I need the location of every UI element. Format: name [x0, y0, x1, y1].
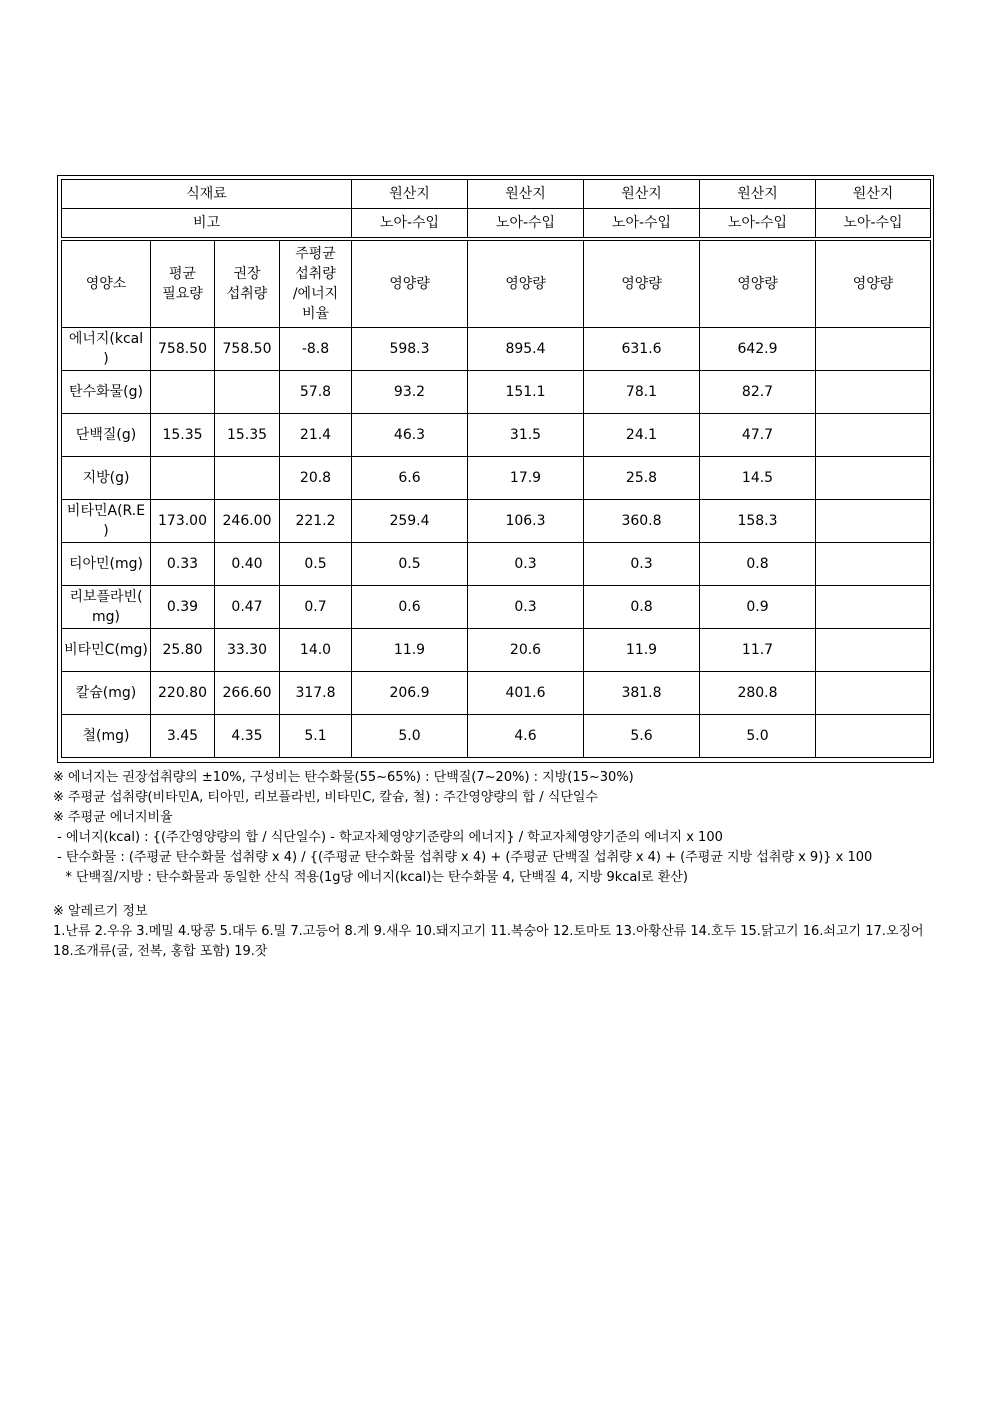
nutrient-value: 17.9: [468, 457, 584, 500]
column-header: 영양소: [62, 241, 151, 328]
nutrient-value: 758.50: [151, 328, 215, 371]
note-line: * 단백질/지방 : 탄수화물과 동일한 산식 적용(1g당 에너지(kcal)는 탄수화물 4, 단백질 4, 지방 9kcal로 환산): [53, 870, 688, 885]
nutrient-value: 895.4: [468, 328, 584, 371]
table-row: [62, 715, 931, 758]
nutrient-name: 비타민A(R.E ): [62, 500, 151, 543]
nutrient-name: 칼슘(mg): [62, 672, 151, 715]
nutrient-value: 0.6: [352, 586, 468, 629]
nutrition-frame: [57, 175, 934, 763]
nutrient-value: 57.8: [280, 371, 352, 414]
nutrient-value: [151, 457, 215, 500]
nutrient-value: 0.40: [215, 543, 280, 586]
nutrient-value: 5.0: [700, 715, 816, 758]
nutrient-name: 리보플라빈( mg): [62, 586, 151, 629]
nutrient-value: 598.3: [352, 328, 468, 371]
nutrient-value: 0.3: [468, 586, 584, 629]
remark-row: [62, 209, 931, 238]
nutrient-name: 단백질(g): [62, 414, 151, 457]
nutrient-value: 4.35: [215, 715, 280, 758]
origin-value: 노아-수입: [816, 209, 931, 238]
ingredient-label: 식재료: [62, 180, 352, 209]
nutrient-value: [816, 586, 931, 629]
nutrient-value: [151, 371, 215, 414]
nutrient-value: [816, 457, 931, 500]
nutrient-value: 6.6: [352, 457, 468, 500]
nutrient-value: 173.00: [151, 500, 215, 543]
note-line: ※ 주평균 에너지비율: [53, 810, 173, 825]
column-header: 영양량: [352, 241, 468, 328]
nutrient-value: 11.7: [700, 629, 816, 672]
nutrient-value: 0.3: [584, 543, 700, 586]
nutrient-value: 0.8: [700, 543, 816, 586]
nutrient-value: 5.0: [352, 715, 468, 758]
origin-label: 원산지: [584, 180, 700, 209]
nutrient-value: 11.9: [352, 629, 468, 672]
nutrition-table: [61, 240, 931, 758]
column-header: 영양량: [468, 241, 584, 328]
origin-value: 노아-수입: [352, 209, 468, 238]
table-row: [62, 371, 931, 414]
nutrient-value: 381.8: [584, 672, 700, 715]
nutrient-name: 비타민C(mg): [62, 629, 151, 672]
nutrient-value: 106.3: [468, 500, 584, 543]
note-line: - 탄수화물 : (주평균 탄수화물 섭취량 x 4) / {(주평균 탄수화물 섭취량 x 4) + (주평균 단백질 섭취량 x 4) + (주평균 지방 섭취량 x 9)} x 100: [53, 850, 873, 865]
nutrient-value: 15.35: [215, 414, 280, 457]
nutrient-value: 0.8: [584, 586, 700, 629]
nutrient-value: 317.8: [280, 672, 352, 715]
column-header: 주평균 섭취량 /에너지 비율: [280, 241, 352, 328]
nutrient-value: 3.45: [151, 715, 215, 758]
nutrient-value: 266.60: [215, 672, 280, 715]
nutrient-value: 0.7: [280, 586, 352, 629]
note-line: ※ 에너지는 권장섭취량의 ±10%, 구성비는 탄수화물(55~65%) : 단백질(7~20%) : 지방(15~30%): [53, 770, 634, 785]
nutrient-name: 지방(g): [62, 457, 151, 500]
origin-label: 원산지: [468, 180, 584, 209]
nutrient-name: 에너지(kcal ): [62, 328, 151, 371]
nutrient-value: 21.4: [280, 414, 352, 457]
nutrient-value: [816, 414, 931, 457]
footnotes: [53, 768, 943, 962]
nutrient-value: 31.5: [468, 414, 584, 457]
nutrient-value: 93.2: [352, 371, 468, 414]
nutrient-value: 0.5: [280, 543, 352, 586]
nutrient-value: 642.9: [700, 328, 816, 371]
nutrient-value: 14.5: [700, 457, 816, 500]
origin-label: 원산지: [816, 180, 931, 209]
nutrient-value: 0.5: [352, 543, 468, 586]
nutrient-value: 220.80: [151, 672, 215, 715]
note-line: ※ 주평균 섭취량(비타민A, 티아민, 리보플라빈, 비타민C, 칼슘, 철) : 주간영양량의 합 / 식단일수: [53, 790, 598, 805]
nutrient-value: 5.6: [584, 715, 700, 758]
table-row: [62, 500, 931, 543]
nutrient-value: 14.0: [280, 629, 352, 672]
table-row: [62, 328, 931, 371]
nutrient-value: [816, 629, 931, 672]
origin-row: [62, 180, 931, 209]
nutrient-value: 280.8: [700, 672, 816, 715]
nutrient-value: [816, 543, 931, 586]
nutrient-value: 25.8: [584, 457, 700, 500]
nutrient-value: -8.8: [280, 328, 352, 371]
nutrient-value: 47.7: [700, 414, 816, 457]
ingredient-origin-table: [61, 179, 931, 238]
nutrient-value: 0.47: [215, 586, 280, 629]
nutrient-value: 46.3: [352, 414, 468, 457]
nutrient-value: 78.1: [584, 371, 700, 414]
allergy-list: 1.난류 2.우유 3.메밀 4.땅콩 5.대두 6.밀 7.고등어 8.게 9.새우 10.돼지고기 11.복숭아 12.토마토 13.아황산류 14.호두 15.닭고기 16.쇠고기 17.오징어 18.조개류(굴, 전복, 홍합 포함) 19.잣: [53, 924, 928, 959]
nutrient-name: 철(mg): [62, 715, 151, 758]
nutrient-value: 360.8: [584, 500, 700, 543]
table-row: [62, 629, 931, 672]
nutrient-value: 401.6: [468, 672, 584, 715]
nutrient-value: [215, 457, 280, 500]
column-header: 평균 필요량: [151, 241, 215, 328]
nutrient-value: 5.1: [280, 715, 352, 758]
column-header: 영양량: [816, 241, 931, 328]
nutrient-name: 티아민(mg): [62, 543, 151, 586]
table-row: [62, 414, 931, 457]
table-row: [62, 543, 931, 586]
nutrient-value: 25.80: [151, 629, 215, 672]
nutrient-value: 206.9: [352, 672, 468, 715]
nutrient-value: 11.9: [584, 629, 700, 672]
nutrient-value: 24.1: [584, 414, 700, 457]
allergy-title: ※ 알레르기 정보: [53, 904, 148, 919]
nutrient-value: 0.3: [468, 543, 584, 586]
nutrient-value: 758.50: [215, 328, 280, 371]
column-header: 권장 섭취량: [215, 241, 280, 328]
nutrient-value: 631.6: [584, 328, 700, 371]
nutrition-header-row: [62, 241, 931, 328]
column-header: 영양량: [584, 241, 700, 328]
nutrient-value: 151.1: [468, 371, 584, 414]
nutrient-value: [816, 371, 931, 414]
origin-value: 노아-수입: [584, 209, 700, 238]
nutrient-value: 82.7: [700, 371, 816, 414]
column-header: 영양량: [700, 241, 816, 328]
table-row: [62, 457, 931, 500]
origin-label: 원산지: [700, 180, 816, 209]
table-row: [62, 672, 931, 715]
nutrient-name: 탄수화물(g): [62, 371, 151, 414]
table-row: [62, 586, 931, 629]
nutrient-value: 20.8: [280, 457, 352, 500]
nutrient-value: 158.3: [700, 500, 816, 543]
remark-label: 비고: [62, 209, 352, 238]
origin-value: 노아-수입: [468, 209, 584, 238]
nutrient-value: [215, 371, 280, 414]
nutrient-value: 0.33: [151, 543, 215, 586]
nutrient-value: [816, 328, 931, 371]
origin-label: 원산지: [352, 180, 468, 209]
nutrient-value: 15.35: [151, 414, 215, 457]
note-line: - 에너지(kcal) : {(주간영양량의 합 / 식단일수) - 학교자체영양기준량의 에너지} / 학교자체영양기준의 에너지 x 100: [53, 830, 723, 845]
nutrient-value: 246.00: [215, 500, 280, 543]
nutrient-value: [816, 715, 931, 758]
nutrient-value: [816, 672, 931, 715]
nutrient-value: 33.30: [215, 629, 280, 672]
nutrient-value: 4.6: [468, 715, 584, 758]
origin-value: 노아-수입: [700, 209, 816, 238]
nutrient-value: 0.9: [700, 586, 816, 629]
nutrient-value: 0.39: [151, 586, 215, 629]
nutrient-value: 20.6: [468, 629, 584, 672]
nutrient-value: 221.2: [280, 500, 352, 543]
nutrient-value: [816, 500, 931, 543]
nutrient-value: 259.4: [352, 500, 468, 543]
